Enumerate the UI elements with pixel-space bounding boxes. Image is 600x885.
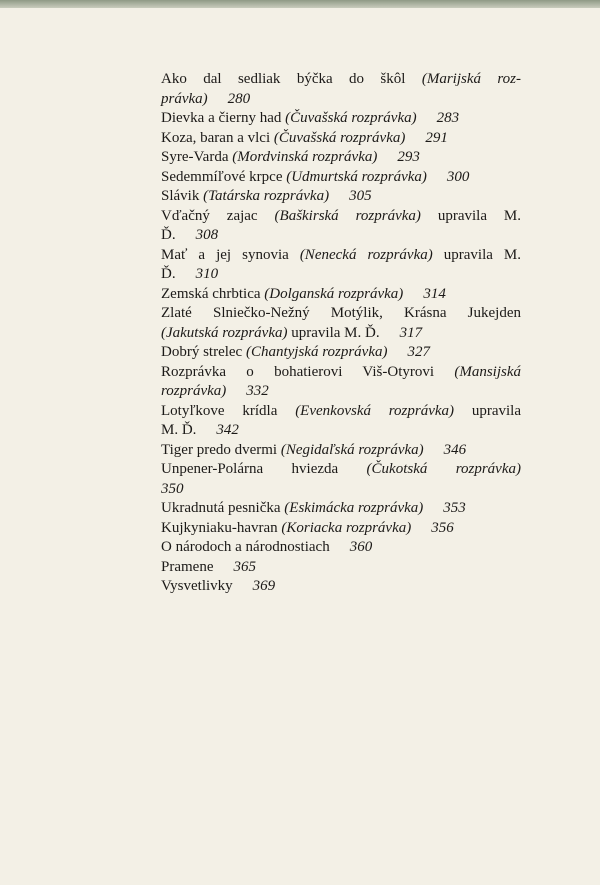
toc-entry: [161, 109, 521, 129]
toc-entry: [161, 187, 521, 207]
toc-note-cont: Ď.: [161, 227, 176, 243]
toc-page-number: 305: [349, 188, 372, 204]
toc-page-number: 350: [161, 480, 184, 497]
toc-note: upravila M.: [443, 246, 522, 263]
toc-origin: (Marijská roz-: [421, 71, 522, 87]
toc-origin: (Mansijská: [454, 363, 522, 380]
toc-title: Lotyľkove krídla: [161, 402, 278, 419]
toc-title: Rozprávka o bohatierovi Viš-Otyrovi: [161, 363, 435, 380]
toc-title: Dievka a čierny had: [161, 110, 282, 126]
toc-note-cont: M. Ď.: [161, 422, 197, 438]
toc-entry: [161, 148, 521, 168]
page-top-edge: [0, 0, 600, 8]
toc-origin: (Tatárska rozprávka): [203, 188, 330, 204]
toc-title: Unpener-Polárna hviezda: [161, 461, 339, 477]
toc-page-number: 332: [246, 383, 269, 399]
toc-origin: (Chantyjská rozprávka): [245, 344, 388, 360]
toc-page-number: 291: [425, 129, 448, 146]
toc-title: Ako dal sedliak býčka do škôl: [161, 71, 406, 87]
toc-title: Tiger predo dvermi: [161, 441, 278, 458]
toc-origin: (Koriacka rozprávka): [281, 519, 412, 536]
toc-title: Koza, baran a vlci: [161, 129, 271, 146]
toc-entry: [161, 441, 521, 461]
toc-title: Dobrý strelec: [161, 344, 243, 360]
toc-origin: (Jakutská rozprávka): [161, 324, 288, 341]
toc-entry: [161, 499, 521, 519]
table-of-contents: [161, 70, 521, 597]
toc-origin: (Dolganská rozprávka): [264, 285, 404, 302]
toc-page-number: 346: [443, 441, 467, 458]
toc-entry: [161, 402, 521, 422]
toc-page-number: 310: [195, 266, 219, 282]
toc-origin: (Baškirská rozprávka): [274, 207, 421, 224]
toc-origin: (Udmurtská rozprávka): [286, 168, 427, 185]
toc-title: Vďačný zajac: [161, 207, 258, 224]
toc-page-number: 283: [436, 110, 460, 126]
toc-page-number: 314: [423, 285, 446, 302]
toc-page-number: 342: [216, 422, 239, 438]
toc-page-number: 308: [195, 227, 219, 243]
toc-title: Ukradnutá pesnička: [161, 500, 281, 516]
toc-entry: [161, 70, 521, 90]
toc-entry: [161, 577, 521, 597]
toc-page-number: 356: [431, 519, 454, 536]
toc-title: Slávik: [161, 188, 200, 204]
toc-page-number: 280: [227, 90, 251, 107]
toc-origin: (Čuvašská rozprávka): [285, 110, 417, 126]
toc-page-number: 327: [407, 344, 430, 360]
toc-page-number: 293: [397, 149, 420, 165]
toc-title: Sedemmíľové krpce: [161, 168, 283, 185]
toc-page-number: 360: [349, 539, 373, 555]
toc-entry: [161, 207, 521, 227]
toc-page-number: 300: [446, 168, 470, 185]
toc-note-cont: Ď.: [161, 266, 176, 282]
toc-origin: (Negidaľská rozprávka): [280, 441, 424, 458]
toc-entry: [161, 285, 521, 305]
toc-origin: (Evenkovská rozprávka): [295, 402, 455, 419]
toc-entry: [161, 304, 521, 324]
toc-entry: [161, 246, 521, 266]
toc-entry: [161, 519, 521, 539]
toc-entry: [161, 460, 521, 480]
toc-page-number: 353: [443, 500, 466, 516]
toc-title: O národoch a národnostiach: [161, 539, 330, 555]
toc-title: Kujkyniaku-havran: [161, 519, 278, 536]
toc-entry: [161, 558, 521, 578]
toc-title: Mať a jej synovia: [161, 246, 289, 263]
toc-entry: [161, 343, 521, 363]
toc-origin: (Nenecká rozprávka): [299, 246, 433, 263]
toc-title: Zlaté Slniečko-Nežný Motýlik, Krásna Jukejden: [161, 305, 521, 321]
toc-origin: (Čukotská rozprávka): [366, 461, 521, 477]
toc-page-number: 369: [252, 578, 276, 594]
toc-title: Syre-Varda: [161, 149, 229, 165]
toc-note: upravila M. Ď.: [291, 324, 380, 341]
toc-page-number: 317: [399, 324, 423, 341]
toc-entry: [161, 129, 521, 149]
toc-page-number: 365: [233, 558, 256, 575]
toc-title: Vysvetlivky: [161, 578, 233, 594]
toc-origin: (Mordvinská rozprávka): [232, 149, 378, 165]
toc-entry: [161, 363, 521, 383]
toc-origin: (Eskimácka rozprávka): [284, 500, 424, 516]
toc-title: Pramene: [161, 558, 214, 575]
toc-origin: (Čuvašská rozprávka): [273, 129, 406, 146]
toc-note: upravila M.: [437, 207, 521, 224]
toc-origin-cont: právka): [161, 90, 208, 107]
toc-origin-cont: rozprávka): [161, 383, 227, 399]
toc-entry: [161, 538, 521, 558]
toc-note: upravila: [471, 402, 522, 419]
toc-title: Zemská chrbtica: [161, 285, 261, 302]
toc-entry: [161, 168, 521, 188]
